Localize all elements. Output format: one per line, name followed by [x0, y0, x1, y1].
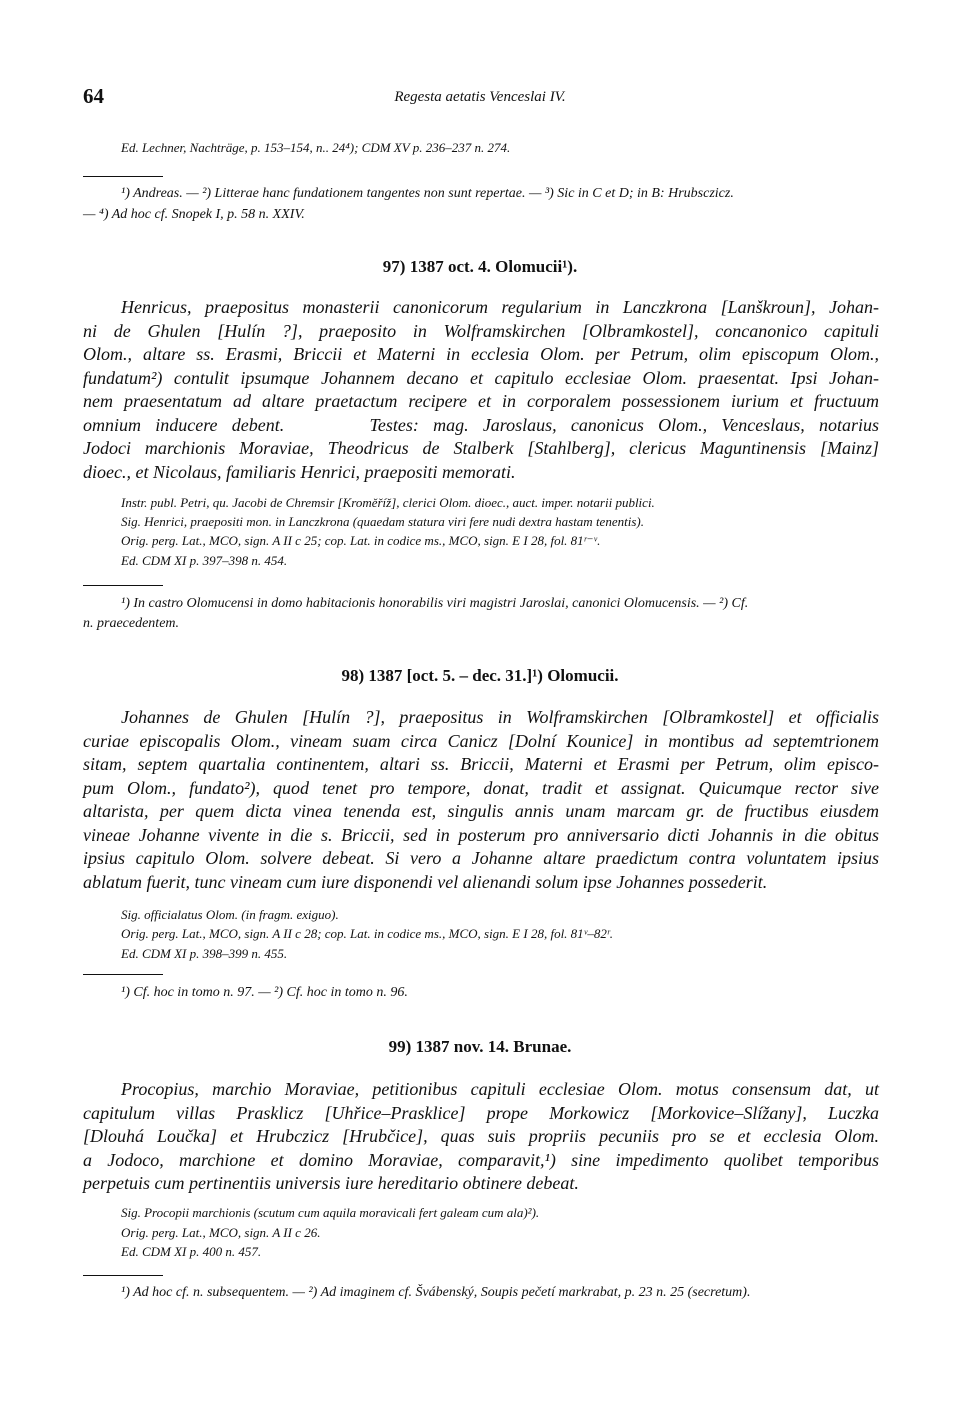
source-note: Sig. officialatus Olom. (in fragm. exiguo). — [121, 907, 339, 922]
text-line: dioec., et Nicolaus, familiaris Henrici, praepositi memorati. — [83, 461, 516, 482]
running-title: Regesta aetatis Venceslai IV. — [394, 89, 566, 105]
entry-heading: 99) 1387 nov. 14. Brunae. — [388, 1037, 572, 1056]
footnote-rule — [83, 974, 163, 975]
source-note: Ed. CDM XI p. 400 n. 457. — [121, 1244, 262, 1259]
text-line: pum Olom., fundato²), quod tenet pro tempore, donat, tradit et assignat. Quicumque rector sive — [83, 777, 879, 798]
entry-heading: 97) 1387 oct. 4. Olomucii¹). — [382, 257, 578, 276]
text-line: Jodoci marchionis Moraviae, Theodricus de Stalberk [Stahlberg], clericus Maguntinensis [Mainz] — [83, 438, 879, 458]
text-line: Henricus, praepositus monasterii canonicorum regularium in Lanczkrona [Lanškroun], Johan- — [121, 297, 879, 317]
text-line: nem praesentatum ad altare praetactum recipere et in corporalem possessionem iurium et fructuum — [83, 391, 879, 411]
footnote-line: — ⁴) Ad hoc cf. Snopek I, p. 58 n. XXIV. — [83, 207, 305, 222]
footnote-line: ¹) Ad hoc cf. n. subsequentem. — ²) Ad imaginem cf. Švábenský, Soupis pečetí markrabat, p. 23 n. 25 (secretum). — [121, 1285, 751, 1300]
source-note: Ed. CDM XI p. 397–398 n. 454. — [121, 553, 288, 568]
source-note: Orig. perg. Lat., MCO, sign. A II c 26. — [121, 1225, 321, 1240]
source-note: Sig. Henrici, praepositi mon. in Lanczkrona (quaedam statura viri fere nudi dextra hastam tenentis). — [121, 514, 644, 529]
text-line: ni de Ghulen [Hulín ?], praeposito in Wolframskirchen [Olbramkostel], concanonico capituli — [83, 320, 879, 341]
footnote-line: ¹) Andreas. — ²) Litterae hanc fundationem tangentes non sunt repertae. — ³) Sic in C et D; in B: Hrubsczicz. — [121, 186, 734, 201]
text-line: Procopius, marchio Moraviae, petitionibus capituli ecclesiae Olom. motus consensum dat, ut — [121, 1079, 879, 1099]
footnote-line: ¹) Cf. hoc in tomo n. 97. — ²) Cf. hoc in tomo n. 96. — [121, 985, 408, 1000]
entry-text — [83, 1078, 879, 1196]
text-line: sitam, septem quartalia continentem, altari ss. Briccii, Materni et Erasmi per Petrum, olim episco- — [83, 754, 879, 774]
text-line: altarista, per quem dicta vinea tenenda est, singulis annis unam marcam gr. de fructibus eiusdem — [83, 801, 879, 821]
footnote-line: ¹) In castro Olomucensi in domo habitacionis honorabilis viri magistri Jaroslai, canonici Olomucensis. — ²) Cf. — [121, 596, 749, 611]
text-line: omnium inducere debent. Testes: mag. Jaroslaus, canonicus Olom., Venceslaus, notarius — [83, 414, 879, 435]
footnote-rule — [83, 176, 163, 177]
source-note: Sig. Procopii marchionis (scutum cum aquila moravicali fert galeam cum ala)²). — [121, 1205, 540, 1220]
text-line: Olom., altare ss. Erasmi, Briccii et Materni in ecclesia Olom. per Petrum, olim episcopum Olom., — [83, 344, 879, 364]
text-line: a Jodoco, marchione et domino Moraviae, comparavit,¹) sine impedimento quolibet temporibus — [83, 1149, 879, 1170]
entry-heading: 98) 1387 [oct. 5. – dec. 31.]¹) Olomucii. — [341, 666, 619, 685]
text-line: ablatum fuerit, tunc vineam cum iure disponendi vel alienandi solum ipse Johannes possederit. — [83, 871, 768, 892]
text-line: [Dlouhá Loučka] et Hrubczicz [Hrubčice], quas suis propriis pecuniis pro se et ecclesia Olom. — [83, 1126, 879, 1146]
footnote-rule — [83, 585, 163, 586]
entry-text — [83, 706, 879, 894]
source-note: Instr. publ. Petri, qu. Jacobi de Chremsir [Kroměříž], clerici Olom. dioec., auct. imper. notarii publici. — [121, 495, 655, 510]
source-note: Orig. perg. Lat., MCO, sign. A II c 25; cop. Lat. in codice ms., MCO, sign. E I 28, fol. 81ʳ⁻ᵛ. — [121, 533, 601, 548]
text-line: Johannes de Ghulen [Hulín ?], praepositus in Wolframskirchen [Olbramkostel] et officialis — [121, 707, 879, 727]
entry-text — [83, 296, 879, 484]
page-number: 64 — [83, 84, 104, 108]
text-line: curiae episcopalis Olom., vineam suam circa Canicz [Dolní Kounice] in montibus ad septemtrionem — [83, 730, 879, 751]
text-line: vineae Johanne vivente in die s. Briccii, sed in posterum pro anniversario dicti Johannis in die obitus — [83, 824, 879, 845]
text-line: ipsius capitulo Olom. solvere debeat. Si vero a Johanne altare praedictum contra voluntatem ipsius — [83, 848, 879, 868]
footnote-rule — [83, 1275, 163, 1276]
source-note: Ed. CDM XI p. 398–399 n. 455. — [121, 946, 288, 961]
source-note: Orig. perg. Lat., MCO, sign. A II c 28; cop. Lat. in codice ms., MCO, sign. E I 28, fol. 81ᵛ–82ʳ. — [121, 926, 613, 941]
text-line: perpetuis cum pertinentiis universis iure hereditario obtinere debeat. — [83, 1173, 579, 1193]
edition-note: Ed. Lechner, Nachträge, p. 153–154, n.. 24⁴); CDM XV p. 236–237 n. 274. — [121, 140, 511, 155]
text-line: fundatum²) contulit ipsumque Johannem decano et capitulo ecclesiae Olom. praesentat. Ipsi Johan- — [83, 367, 879, 388]
text-line: capitulum villas Prasklicz [Uhřice–Prasklice] prope Morkowicz [Morkovice–Slížany], Luczka — [83, 1102, 879, 1123]
footnote-line: n. praecedentem. — [83, 616, 180, 631]
